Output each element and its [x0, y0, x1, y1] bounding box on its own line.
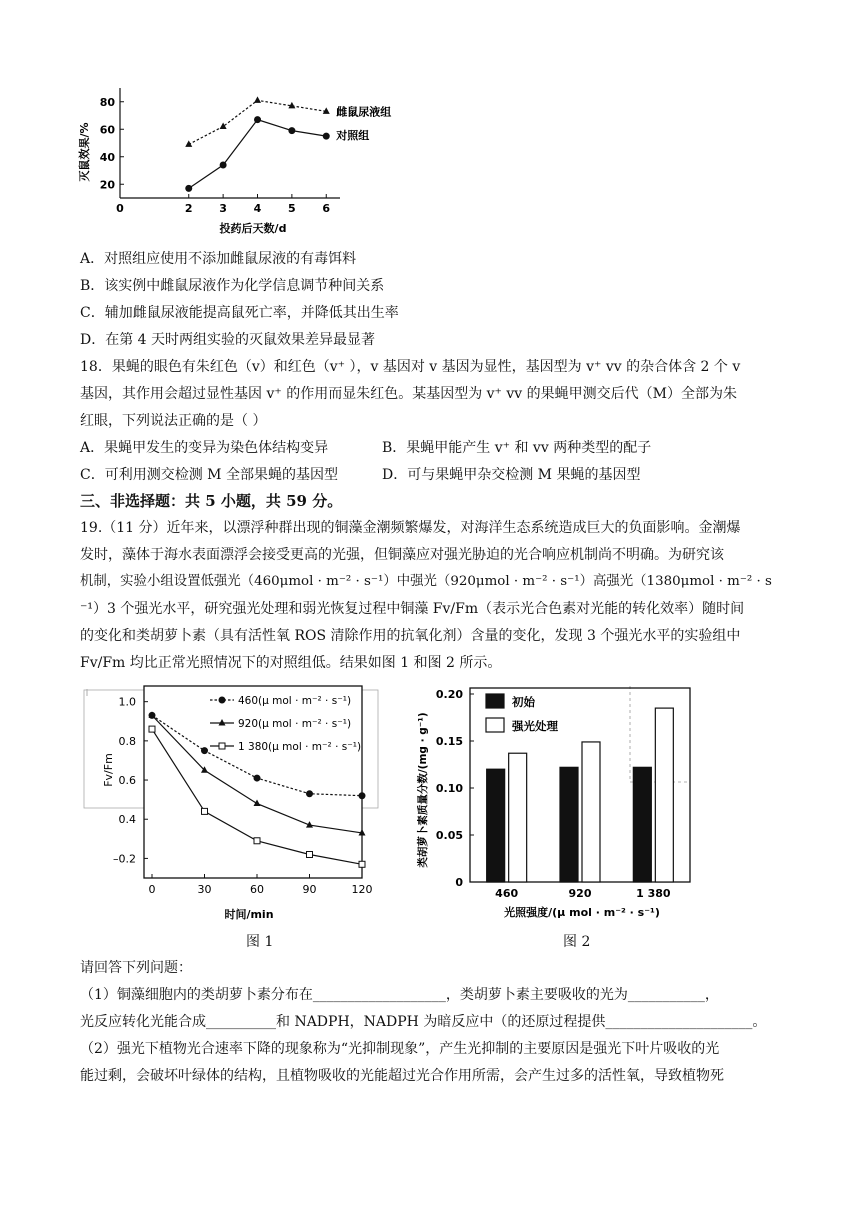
legend-label: 920(μ mol · m⁻² · s⁻¹): [238, 718, 352, 730]
data-point: [359, 793, 365, 799]
x-tick-label: 6: [322, 202, 331, 215]
legend-swatch: [486, 718, 504, 732]
x-tick-label: 920: [568, 887, 592, 900]
plot-frame: [144, 686, 362, 878]
y-tick-label: 0.20: [435, 688, 463, 701]
legend-marker: [219, 743, 225, 749]
x-axis-title: 光照强度/(μ mol · m⁻² · s⁻¹): [504, 906, 660, 919]
data-point: [202, 748, 208, 754]
data-point: [289, 128, 295, 134]
bar: [655, 708, 673, 882]
fig1-fvfm-chart: [82, 684, 382, 924]
legend-swatch: [486, 694, 504, 708]
y-tick-label: 0.8: [118, 734, 136, 748]
q18-stem-line3: 红眼，下列说法正确的是（ ）: [80, 413, 267, 429]
legend-label: 1 380(μ mol · m⁻² · s⁻¹): [238, 741, 362, 753]
bar: [560, 767, 578, 882]
legend-label: 460(μ mol · m⁻² · s⁻¹): [238, 695, 352, 707]
y-tick-label: 0.4: [118, 813, 136, 827]
rodent-line-chart: [75, 80, 435, 240]
sub2-line1: （2）强光下植物光合速率下降的现象称为“光抑制现象”，产生光抑制的主要原因是强光下叶片吸收的光: [80, 1041, 720, 1057]
data-point: [323, 133, 329, 139]
q18-stem-line2: 基因，其作用会超过显性基因 v⁺ 的作用而显朱红色。某基因型为 v⁺ vv 的果蝇甲测交后代（M）全部为朱: [80, 386, 737, 402]
data-point: [254, 96, 261, 103]
y-tick-label: 0.6: [118, 774, 136, 788]
y-tick-label: 1.0: [118, 695, 136, 709]
legend-label: 强光处理: [512, 719, 558, 733]
data-point: [149, 726, 155, 732]
fig2-carotenoid-bar-chart: [412, 680, 702, 926]
q17-option-d: D．在第 4 天时两组实验的灭鼠效果差异最显著: [80, 332, 376, 348]
sub1-line2: 光反应转化光能合成__________和 NADPH，NADPH 为暗反应中（的还原过程提供_____________________。: [80, 1014, 767, 1030]
y-axis-title: 灭鼠效果/%: [78, 122, 91, 182]
q18-option-a: A．果蝇甲发生的变异为染色体结构变异: [80, 440, 329, 456]
y-tick-label: 20: [99, 178, 115, 192]
bar: [582, 742, 600, 882]
y-axis-title: Fv/Fm: [102, 753, 115, 787]
bar: [487, 769, 505, 882]
q19-line1: 19.（11 分）近年来，以漂浮种群出现的铜藻金潮频繁爆发，对海洋生态系统造成巨大的负面影响。金潮爆: [80, 520, 741, 536]
x-tick-label: 120: [351, 883, 373, 896]
prompt-text: 请回答下列问题：: [80, 960, 192, 976]
q17-option-a: A．对照组应使用不添加雌鼠尿液的有毒饵料: [80, 251, 357, 267]
data-point: [220, 123, 227, 130]
q18-option-c: C．可利用测交检测 M 全部果蝇的基因型: [80, 467, 338, 483]
fig1-caption: 图 1: [246, 934, 274, 950]
data-point: [255, 117, 261, 123]
y-tick-label: 0.05: [435, 829, 463, 842]
sub1-line1: （1）铜藻细胞内的类胡萝卜素分布在___________________，类胡萝卜素主要吸收的光为___________，: [80, 987, 719, 1003]
x-axis-title: 投药后天数/d: [219, 222, 287, 235]
x-tick-label: 2: [184, 202, 193, 215]
fig2-caption: 图 2: [563, 934, 591, 950]
q19-line3: 机制，实验小组设置低强光（460μmol · m⁻² · s⁻¹）中强光（920μmol · m⁻² · s⁻¹）高强光（1380μmol · m⁻² · s: [80, 574, 772, 589]
data-point: [254, 775, 260, 781]
q17-option-c: C．辅加雌鼠尿液能提高鼠死亡率，并降低其出生率: [80, 305, 399, 321]
data-point: [307, 851, 313, 857]
bar: [509, 753, 527, 882]
series-label: 雌鼠尿液组: [336, 105, 392, 119]
data-point: [185, 140, 192, 147]
sub2-line2: 能过剩，会破坏叶绿体的结构，且植物吸收的光能超过光合作用所需，会产生过多的活性氧，导致植物死: [80, 1068, 724, 1084]
x-tick-label: 30: [197, 883, 212, 896]
data-point: [359, 861, 365, 867]
q18-option-b: B．果蝇甲能产生 v⁺ 和 vv 两种类型的配子: [382, 440, 652, 456]
x-tick-label: 1 380: [636, 887, 671, 900]
y-tick-label: 0: [455, 876, 463, 889]
x-tick-label: 0: [148, 883, 156, 896]
y-tick-label: 80: [99, 95, 115, 109]
series-label: 对照组: [336, 129, 370, 143]
data-point: [254, 838, 260, 844]
data-point: [186, 185, 192, 191]
x-axis-title: 时间/min: [224, 908, 274, 921]
y-tick-label: 60: [99, 123, 115, 137]
q18-option-d: D．可与果蝇甲杂交检测 M 果蝇的基因型: [382, 467, 641, 483]
x-tick-label: 90: [302, 883, 317, 896]
q19-line2: 发时，藻体于海水表面漂浮会接受更高的光强，但铜藻应对强光胁迫的光合响应机制尚不明确。为研究该: [80, 547, 724, 563]
data-point: [202, 808, 208, 814]
y-tick-label: 40: [99, 150, 115, 164]
bar: [633, 767, 651, 882]
x-tick-label: 3: [219, 202, 227, 215]
y-tick-label: 0.10: [435, 782, 463, 795]
y-axis-title: 类胡萝卜素质量分数/(mg · g⁻¹): [417, 712, 429, 868]
series-line: [189, 120, 327, 189]
x-tick-label: 60: [250, 883, 264, 896]
y-tick-label: –0.2: [113, 852, 136, 866]
data-point: [220, 162, 226, 168]
x-tick-label: 460: [495, 887, 519, 900]
q19-line5: 的变化和类胡萝卜素（具有活性氧 ROS 清除作用的抗氧化剂）含量的变化，发现 3 个强光水平的实验组中: [80, 628, 741, 644]
y-tick-label: 0.15: [435, 735, 463, 748]
x-tick-label: 0: [116, 202, 124, 215]
x-tick-label: 5: [288, 202, 296, 215]
x-tick-label: 4: [253, 202, 262, 215]
q19-line4: ⁻¹）3 个强光水平，研究强光处理和弱光恢复过程中铜藻 Fv/Fm（表示光合色素对光能的转化效率）随时间: [80, 601, 745, 617]
section-heading: 三、非选择题：共 5 小题，共 59 分。: [80, 492, 343, 510]
legend-label: 初始: [512, 695, 535, 709]
legend-marker: [219, 697, 225, 703]
data-point: [307, 791, 313, 797]
q18-stem-line1: 18．果蝇的眼色有朱红色（v）和红色（v⁺ ），v 基因对 v 基因为显性，基因型为 v⁺ vv 的杂合体含 2 个 v: [80, 359, 741, 375]
q17-option-b: B．该实例中雌鼠尿液作为化学信息调节种间关系: [80, 278, 385, 294]
q19-line6: Fv/Fm 均比正常光照情况下的对照组低。结果如图 1 和图 2 所示。: [80, 655, 502, 671]
